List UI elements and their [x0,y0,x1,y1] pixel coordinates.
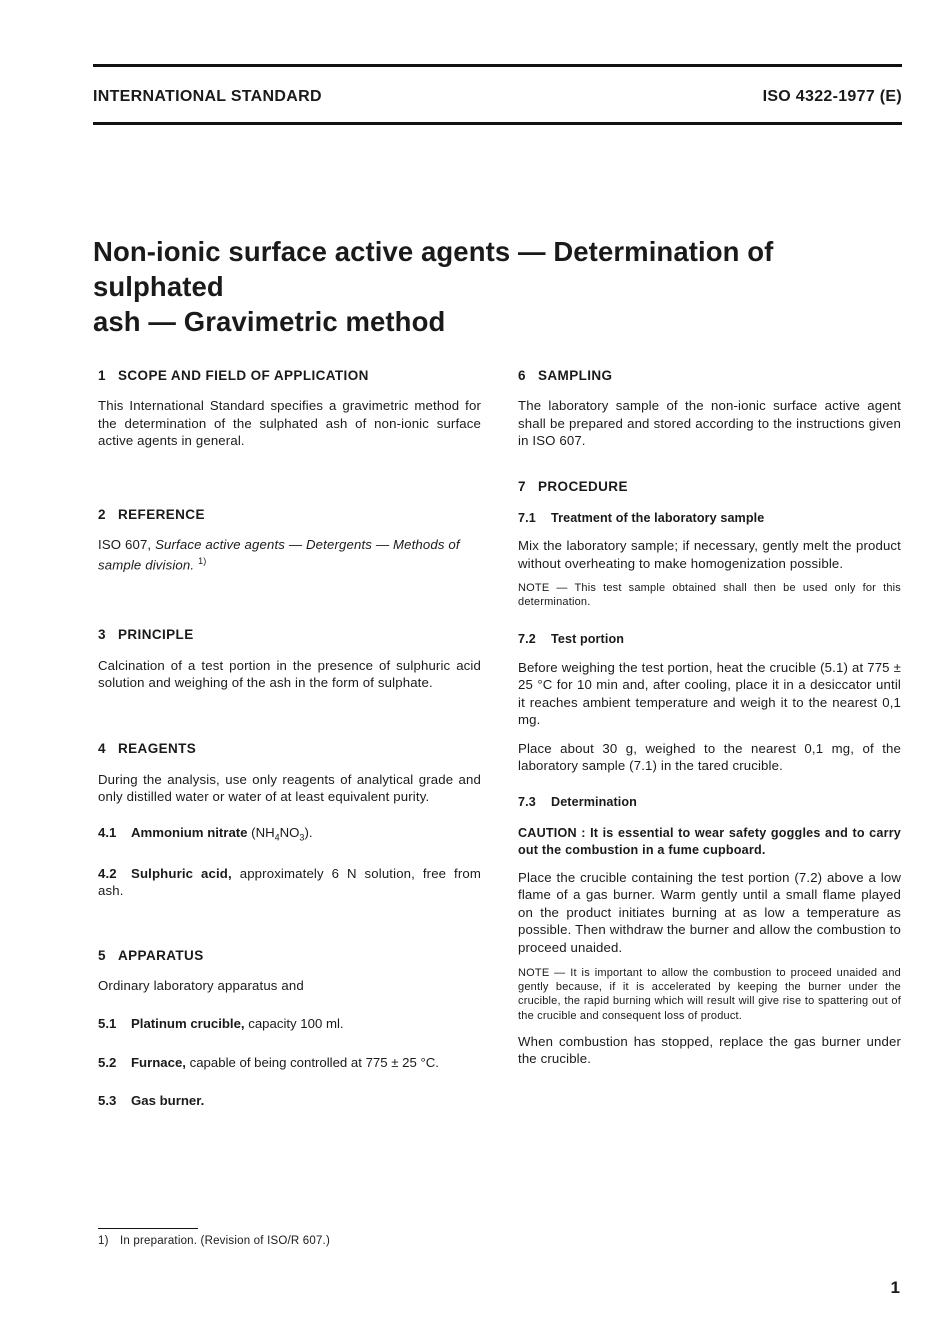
footnote-rule [98,1228,198,1229]
section-5-text: Ordinary laboratory apparatus and [98,977,304,993]
header-bottom-rule [93,122,902,125]
section-5-heading: 5 APPARATUS [98,947,204,963]
reagent-4-2: 4.2 Sulphuric acid, approximately 6 N solution, free from ash. [98,865,482,899]
section-4-heading: 4 REAGENTS [98,741,197,757]
title-line-2: ash — Gravimetric method [93,306,446,337]
standard-number: ISO 4322-1977 (E) [762,88,902,105]
subsection-7-2-text-2: Place about 30 g, weighed to the nearest 0,1 mg, of the laboratory sample (7.1) in the tared crucible. [518,740,901,774]
subsection-7-2-heading: 7.2 Test portion [518,631,625,646]
section-6-text: The laboratory sample of the non-ionic surface active agent shall be prepared and stored according to the instructions given in ISO 607. [518,398,901,449]
header-top-rule [93,64,902,67]
subsection-7-1-heading: 7.1 Treatment of the laboratory sample [518,511,765,526]
subsection-7-1-note: NOTE — This test sample obtained shall then be used only for this determination. [518,582,901,609]
subsection-7-1-text: Mix the laboratory sample; if necessary, gently melt the product without overheating to make homogenization possible. [518,538,901,571]
caution-notice: CAUTION : It is essential to wear safety goggles and to carry out the combustion in a fume cupboard. [518,825,901,857]
apparatus-5-3: 5.3 Gas burner. [98,1093,205,1109]
left-column [98,367,481,1110]
footnote-ref: 1) [198,556,207,567]
section-2-text: ISO 607, Surface active agents — Detergents — Methods of sample division. $^{1)}$ [98,537,460,573]
section-2-heading: 2 REFERENCE [98,506,205,522]
section-3-text: Calcination of a test portion in the presence of sulphuric acid solution and weighing of the ash in the form of sulphate. [98,657,481,691]
document-type-label: INTERNATIONAL STANDARD [93,88,322,105]
subsection-7-3-text-1: Place the crucible containing the test portion (7.2) above a low flame of a gas burner. Warm gently until a small flame played on the product initiates burning at as low a temperature as possible. Then withdraw the burner and allow the combustion to proceed unaided. [518,869,901,955]
subsection-7-3-heading: 7.3 Determination [518,794,637,809]
apparatus-5-2: 5.2 Furnace, capable of being controlled at 775 ± 25 °C. [98,1054,439,1070]
subsection-7-2-text-1: Before weighing the test portion, heat the crucible (5.1) at 775 ± 25 °C for 10 min and, after cooling, place it in a desiccator until it reaches ambient temperature and weigh it to the nearest 0,1 mg. [518,660,901,728]
section-4-text: During the analysis, use only reagents of analytical grade and only distilled water or water of at least equivalent purity. [98,771,481,805]
section-1-heading: 1 SCOPE AND FIELD OF APPLICATION [98,368,369,383]
section-3-heading: 3 PRINCIPLE [98,627,194,643]
section-1-text: This International Standard specifies a gravimetric method for the determination of the sulphated ash of non-ionic surface active agents in general. [98,398,481,449]
apparatus-5-1: 5.1 Platinum crucible, capacity 100 ml. [98,1016,344,1032]
page-number: 1 [890,1278,900,1297]
right-column [518,367,901,1068]
footnote: 1) In preparation. (Revision of ISO/R 607.) [98,1235,330,1247]
document-title [93,234,908,339]
reference-title: Surface active agents — Detergents — Methods of sample division. [98,537,460,573]
title-line-1: Non-ionic surface active agents — Determination of sulphated [93,236,774,302]
section-7-heading: 7 PROCEDURE [518,478,628,494]
section-6-heading: 6 SAMPLING [518,368,613,383]
reagent-4-1: 4.1 Ammonium nitrate $(NH_4NO_3)$. [98,824,313,843]
subsection-7-3-note: NOTE — It is important to allow the combustion to proceed unaided and gently because, if it is accelerated by keeping the burner under the crucible, the rapid burning which will result will give rise to spattering out of the crucible and consequent loss of product. [518,966,901,1022]
subsection-7-3-text-2: When combustion has stopped, replace the gas burner under the crucible. [518,1033,901,1067]
